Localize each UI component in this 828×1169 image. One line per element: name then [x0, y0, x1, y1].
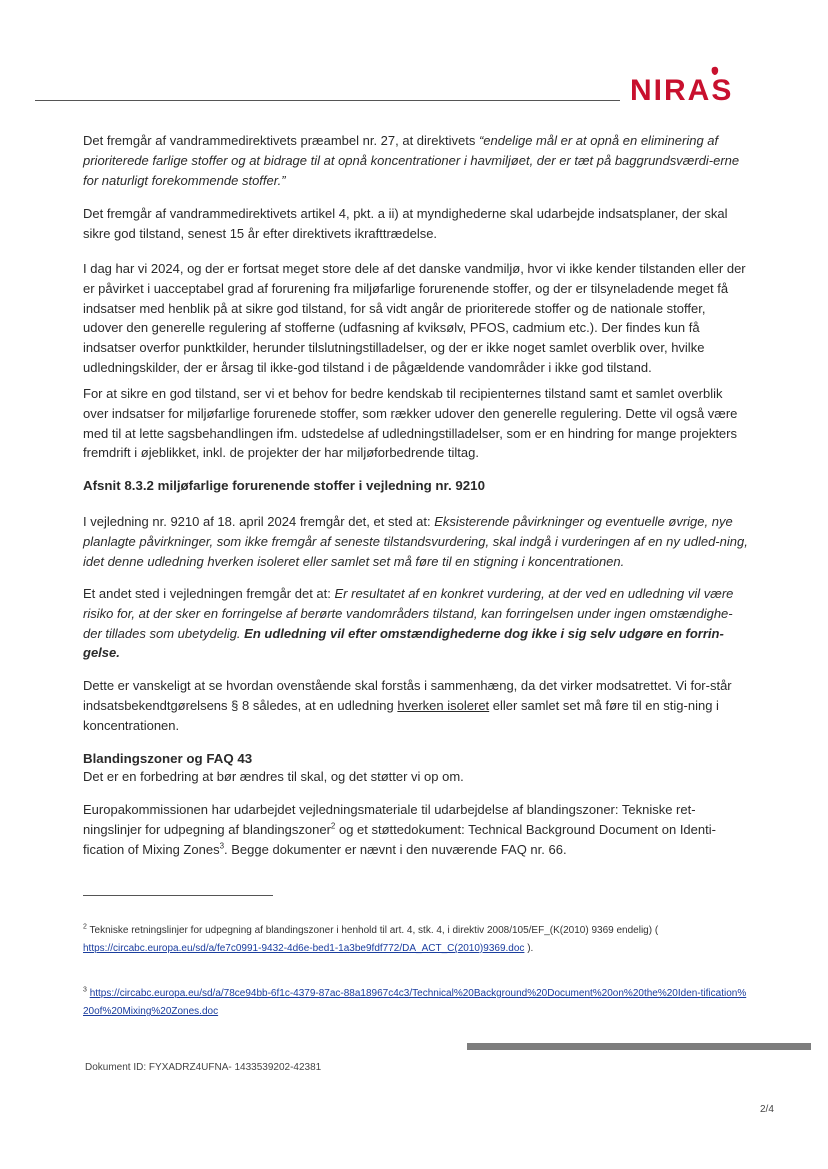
- paragraph-7-start: Dette er vanskeligt at se hvordan ovenstående skal forstås i sammenhæng, da det virker modsatrettet. Vi for-står indsatsbekendtgørelsens § 8 således, at en udledning: [83, 678, 732, 713]
- footnote-3-link[interactable]: https://circabc.europa.eu/sd/a/78ce94bb-6f1c-4379-87ac-88a18967c4c3/Technical%20Background%20Document%20on%20the%20Iden-tification%20of%20Mixing%20Zones.doc: [83, 988, 747, 1017]
- footnote-3-number: 3: [83, 986, 87, 994]
- paragraph-7-underlined: hverken isoleret: [397, 697, 490, 713]
- paragraph-6-quote: Er resultatet af en konkret vurdering, at der ved en udledning vil være risiko for, at der sker en forringelse af berørte vandområders tilstand, kan forringelsen under ingen omstændighe-der tillades som ubetydelig.: [83, 586, 734, 641]
- paragraph-7-end: eller samlet set må føre til en stig-ning i koncentrationen.: [83, 697, 719, 733]
- footnote-ref-3[interactable]: 3: [219, 841, 225, 851]
- paragraph-7: [83, 676, 748, 735]
- paragraph-1-intro: Det fremgår af vandrammedirektivets præambel nr. 27, at direktivets: [83, 133, 479, 148]
- header-rule: [35, 100, 620, 101]
- paragraph-9: [83, 800, 748, 859]
- paragraph-6: [83, 584, 748, 663]
- paragraph-8: [83, 767, 748, 787]
- footnote-2-number: 2: [83, 923, 87, 931]
- niras-logo: [630, 62, 770, 110]
- footnote-2-text: Tekniske retningslinjer for udpegning af blandingszoner i henhold til art. 4, stk. 4, i direktiv 2008/105/EF_(K(2010) 9369 endelig) (: [86, 925, 659, 936]
- section-heading-blandingszoner: Blandingszoner og FAQ 43: [83, 751, 253, 766]
- paragraph-6-intro: Et andet sted i vejledningen fremgår det at:: [83, 586, 335, 601]
- footnote-rule: [83, 895, 273, 896]
- paragraph-5: [83, 512, 748, 571]
- footnote-ref-2[interactable]: 2: [330, 821, 336, 831]
- footnote-2-link[interactable]: https://circabc.europa.eu/sd/a/fe7c0991-9432-4d6e-bed1-1a3be9fdf772/DA_ACT_C(2010)9369.doc: [83, 943, 525, 954]
- paragraph-9-end: . Begge dokumenter er nævnt i den nuværende FAQ nr. 66.: [224, 841, 567, 857]
- logo-text: NIRAS: [630, 74, 734, 107]
- footnote-2-end: ).: [524, 943, 534, 954]
- paragraph-5-quote: Eksisterende påvirkninger og eventuelle øvrige, nye planlagte påvirkninger, som ikke fremgår af seneste tilstandsvurdering, skal indgå i vurderingen af en ny udled-ning, idet denne udledning hverken isoleret eller samlet set må føre til en stigning i koncentrationen.: [83, 514, 748, 569]
- paragraph-9-middle: og et støttedokument: Technical Background Document on Identi-fication of Mixing Zones: [83, 821, 716, 857]
- paragraph-4: [83, 384, 748, 463]
- paragraph-2: [83, 204, 748, 244]
- paragraph-4-text: For at sikre en god tilstand, ser vi et behov for bedre kendskab til recipienternes tilstand samt et samlet overblik over indsatser for miljøfarlige forurenede stoffer, som rækker udover den generelle regulering. Dette vil også være med til at lette sagsbehandlingen ifm. udstedelse af udledningstilladelser, som er en hindring for mange projekters fremdrift i øjeblikket, inkl. de projekter der har miljøforbedrende tiltag.: [83, 386, 738, 461]
- paragraph-8-text: Det er en forbedring at bør ændres til skal, og det støtter vi op om.: [83, 769, 464, 784]
- footnote-3: [83, 985, 748, 1021]
- footnote-2: [83, 922, 748, 958]
- paragraph-1: [83, 131, 748, 190]
- paragraph-2-text: Det fremgår af vandrammedirektivets artikel 4, pkt. a ii) at myndighederne skal udarbejde indsatsplaner, der skal sikre god tilstand, senest 15 år efter direktivets ikrafttrædelse.: [83, 206, 728, 241]
- page-number: 2/4: [760, 1104, 774, 1115]
- paragraph-1-quote: “endelige mål er at opnå en eliminering af prioriterede farlige stoffer og at bidrage til at opnå koncentrationer i havmiljøet, der er tæt på baggrundsværdi-erne for naturligt forekommende stoffer.”: [83, 133, 740, 188]
- paragraph-3: [83, 259, 748, 378]
- document-id: Dokument ID: FYXADRZ4UFNA- 1433539202-42381: [85, 1062, 322, 1073]
- paragraph-5-intro: I vejledning nr. 9210 af 18. april 2024 fremgår det, et sted at:: [83, 514, 435, 529]
- section-heading-832: Afsnit 8.3.2 miljøfarlige forurenende stoffer i vejledning nr. 9210: [83, 478, 485, 493]
- gray-scan-bar: [467, 1043, 811, 1050]
- paragraph-6-emphasis: En udledning vil efter omstændighederne dog ikke i sig selv udgøre en forrin-gelse.: [83, 625, 724, 661]
- paragraph-3-text: I dag har vi 2024, og der er fortsat meget store dele af det danske vandmiljø, hvor vi ikke kender tilstanden eller der er påvirket i uacceptabel grad af forurening fra miljøfarlige forurenende stoffer, og der er tilsyneladende meget få indsatser med henblik på at sikre god tilstand, for så vidt angår de prioriterede stoffer og de nationale stoffer, udover den generelle regulering af stofferne (udfasning af kviksølv, PFOS, cadmium etc.). Der findes kun få indsatser overfor punktkilder, herunder tilslutningstilladelser, og der er ikke noget samlet overblik over, hvilke udledningskilder, der er årsag til ikke-god tilstand i de pågældende vandområder i ikke god tilstand.: [83, 261, 746, 375]
- paragraph-9-start: Europakommissionen har udarbejdet vejledningsmateriale til udarbejdelse af blandingszoner: Tekniske ret-ningslinjer for udpegning af blandingszoner: [83, 802, 696, 837]
